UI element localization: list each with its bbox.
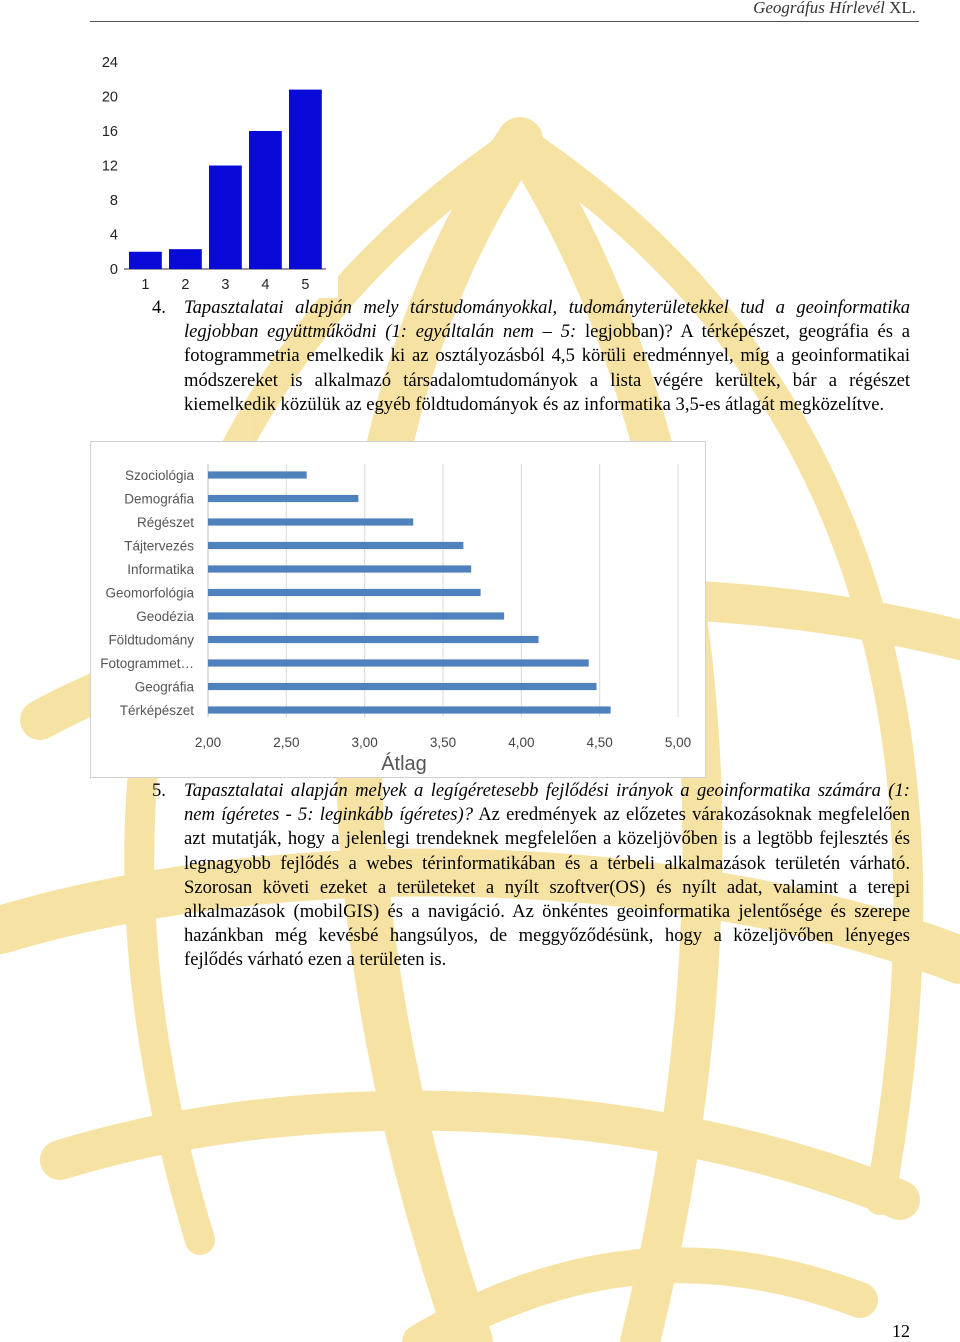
vertical-bar-chart bbox=[88, 46, 338, 298]
header-rule bbox=[90, 21, 919, 22]
horizontal-bar-chart bbox=[90, 441, 706, 778]
bar bbox=[208, 706, 611, 713]
x-tick-label: 4,50 bbox=[586, 735, 613, 750]
y-category-label: Demográfia bbox=[124, 491, 194, 507]
y-tick-label: 0 bbox=[109, 262, 118, 278]
y-category-label: Informatika bbox=[127, 562, 194, 577]
question-4 bbox=[152, 296, 910, 417]
y-category-label: Geomorfológia bbox=[105, 585, 194, 601]
bar bbox=[208, 542, 463, 549]
x-tick-label: 3,00 bbox=[351, 735, 378, 750]
x-tick-label: 5,00 bbox=[664, 735, 692, 750]
question-5-body bbox=[184, 779, 910, 973]
bar bbox=[208, 683, 597, 690]
journal-issue: XL. bbox=[889, 0, 916, 17]
question-5-answer: Az eredmények az előzetes várakozásoknak megfelelően azt mutatják, hogy a jelenlegi trendeknek megfelelően a közeljövőben is a legtöbb fejlesztés és legnagyobb fejlődés a webes térinformatikában és a térbeli alkalmazások területén várható. Szorosan követi ezeket a területeket a nyílt szoftver(OS) és nyílt adat, valamint a terepi alkalmazások (mobilGIS) és a navigáció. Az önkéntes geoinformatika jelentősége és szerepe hazánkban még kevésbé hangsúlyos, de meggyőződésünk, hogy a közeljövőben lényeges fejlődés várható ezen a területen is. bbox=[184, 804, 910, 971]
bar bbox=[208, 495, 358, 502]
bar bbox=[129, 252, 162, 269]
question-4-text: Tapasztalatai alapján mely társtudományokkal, tudományterületekkel tud a geoinformatika legjobban együttműködni (1: egyáltalán nem – 5: bbox=[184, 297, 910, 343]
y-category-label: Régészet bbox=[136, 515, 194, 530]
y-category-label: Geográfia bbox=[134, 679, 194, 695]
y-tick-label: 12 bbox=[101, 158, 118, 175]
y-category-label: Térképészet bbox=[119, 703, 194, 718]
question-4-number: 4. bbox=[152, 297, 166, 318]
y-category-label: Tájtervezés bbox=[124, 538, 194, 554]
journal-title: Geográfus Hírlevél bbox=[753, 0, 885, 17]
bar bbox=[208, 612, 504, 619]
y-category-label: Földtudomány bbox=[108, 632, 194, 648]
y-tick-label: 24 bbox=[101, 55, 118, 71]
bar bbox=[208, 565, 471, 572]
x-tick-label: 2,00 bbox=[194, 735, 222, 750]
bar bbox=[208, 659, 589, 666]
x-tick-label: 3 bbox=[221, 277, 230, 293]
x-tick-label: 3,50 bbox=[429, 735, 457, 750]
x-tick-label: 2 bbox=[181, 277, 190, 293]
x-axis-title: Átlag bbox=[381, 753, 427, 775]
bar bbox=[169, 249, 202, 269]
bar bbox=[289, 90, 322, 269]
y-tick-label: 16 bbox=[101, 124, 118, 140]
question-5-text: Tapasztalatai alapján melyek a legígéretesebb fejlődési irányok a geoinformatika számára (1: nem ígéretes - 5: leginkább ígéretes)? bbox=[184, 780, 910, 826]
bar bbox=[209, 166, 242, 270]
question-4-answer-lead: legjobban)? bbox=[576, 321, 673, 343]
y-category-label: Geodézia bbox=[136, 609, 194, 624]
bar bbox=[208, 589, 481, 596]
page-number: 12 bbox=[892, 1321, 910, 1341]
x-tick-label: 2,50 bbox=[273, 735, 300, 750]
x-tick-label: 5 bbox=[301, 277, 310, 293]
question-4-answer: A térképészet, geográfia és a fotogrammetria emelkedik ki az osztályozásból 4,5 körüli eredménnyel, míg a geoinformatikai módszereket is alkalmazó társadalomtudományok a lista végére kerültek, bár a régészet kiemelkedik közülük az egyéb földtudományok és az informatika 3,5-es átlagát megközelítve. bbox=[184, 321, 910, 415]
y-tick-label: 4 bbox=[109, 227, 118, 244]
bar bbox=[208, 636, 539, 643]
y-category-label: Szociológia bbox=[124, 468, 194, 483]
x-tick-label: 4 bbox=[261, 277, 270, 293]
x-tick-label: 4,00 bbox=[508, 735, 535, 750]
bar bbox=[208, 518, 413, 525]
y-tick-label: 8 bbox=[109, 193, 118, 209]
question-5-number: 5. bbox=[152, 780, 166, 801]
running-header bbox=[753, 0, 916, 18]
x-tick-label: 1 bbox=[141, 277, 150, 293]
question-5 bbox=[152, 779, 910, 973]
question-4-body bbox=[184, 296, 910, 417]
y-tick-label: 20 bbox=[101, 89, 118, 106]
y-category-label: Fotogrammet… bbox=[100, 656, 194, 671]
bar bbox=[208, 471, 307, 478]
bar bbox=[249, 131, 282, 269]
